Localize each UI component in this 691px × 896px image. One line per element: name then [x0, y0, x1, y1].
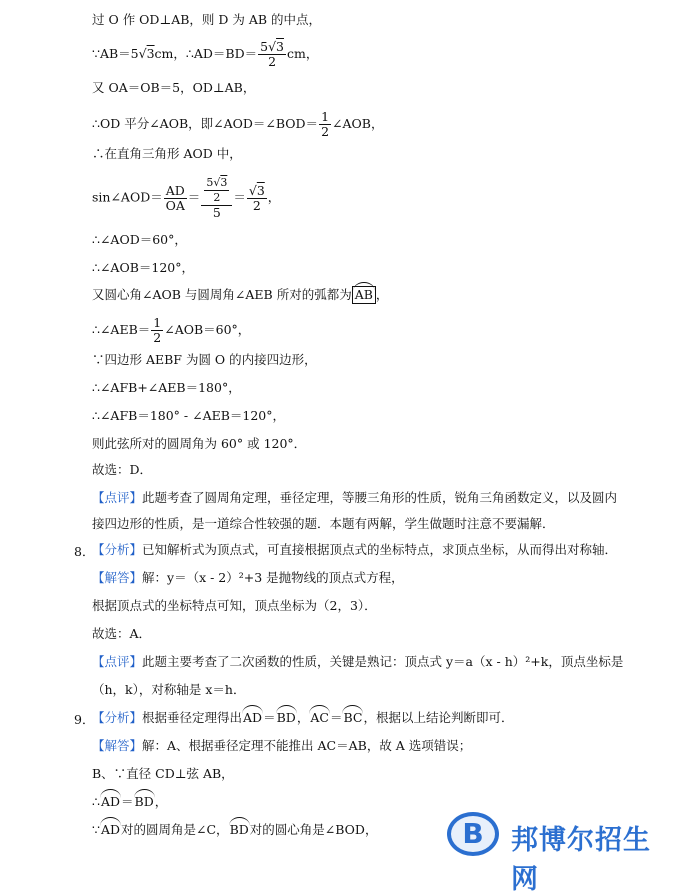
answer-line — [92, 570, 404, 586]
text-span: ∴OD 平分∠AOB，即∠AOD＝∠BOD＝ — [92, 116, 319, 131]
text-span: 根据垂径定理得出 — [142, 710, 243, 725]
text-line: 则此弦所对的圆周角为 60° 或 120°． — [92, 436, 307, 451]
text-line: ∴∠AOB＝120°， — [92, 260, 194, 275]
text-line — [92, 286, 388, 304]
text-line: 故选：A． — [92, 626, 152, 641]
text-span: 此题主要考查了二次函数的性质，关键是熟记：顶点式 y＝a（x - h）²+k，顶点坐标是 — [142, 654, 624, 669]
arc-label: AD — [243, 710, 263, 725]
text-span: ＝ — [263, 710, 276, 725]
text-span: 对的圆心角是∠BOD， — [249, 822, 378, 837]
text-span: cm， — [287, 46, 319, 61]
text-line — [92, 794, 167, 810]
analysis-tag: 【分析】 — [92, 542, 143, 557]
text-line: 根据顶点式的坐标特点可知，顶点坐标为（2，3）． — [92, 598, 377, 613]
text-line: ∴在直角三角形 AOD 中， — [92, 146, 242, 161]
text-line: （h，k），对称轴是 x＝h． — [92, 682, 246, 697]
text-line — [92, 316, 250, 345]
text-span: cm，∴AD＝BD＝ — [154, 46, 258, 61]
text-line: 故选：D． — [92, 462, 153, 477]
fraction: $\frac{AD}{OA}$ — [165, 182, 185, 213]
text-span: ， — [267, 189, 281, 205]
analysis-line — [92, 710, 513, 726]
question-number: 9． — [74, 712, 95, 727]
text-line: sin∠AOD＝ $\frac{AD}{OA}$ ＝ $\frac{\frac{5√3}{2}}{5}$ ＝ $\frac{√3}{2}$ ， — [92, 176, 281, 220]
arc-label: BD — [134, 794, 154, 809]
arc-label: AD — [100, 794, 121, 809]
arc-label: AC — [310, 710, 329, 725]
text-span: 解：A、根据垂径定理不能推出 AC＝AB，故 A 选项错误； — [142, 738, 472, 753]
text-span: ＝ — [121, 794, 134, 809]
fraction: $\frac{√3}{2}$ — [248, 182, 265, 213]
arc-label: BC — [343, 710, 363, 725]
logo-mark-icon: B — [447, 812, 499, 856]
fraction: $\frac{1}{2}$ — [153, 315, 162, 345]
arc-label: AB — [352, 286, 376, 304]
text-line: ∴∠AOD＝60°， — [92, 232, 187, 247]
text-line: ∴∠AFB+∠AEB＝180°， — [92, 380, 241, 395]
answer-tag: 【解答】 — [92, 570, 143, 585]
comment-tag: 【点评】 — [92, 654, 143, 669]
text-span: 对的圆周角是∠C， — [121, 822, 229, 837]
text-line: ∵四边形 AEBF 为圆 O 的内接四边形， — [92, 352, 317, 367]
answer-line — [92, 738, 471, 754]
text-span: 又圆心角∠AOB 与圆周角∠AEB 所对的弧都为 — [92, 287, 352, 302]
fraction: $\frac{1}{2}$ — [321, 109, 330, 139]
arc-label: BD — [229, 822, 249, 837]
text-span: ，根据以上结论判断即可． — [363, 710, 514, 725]
text-line: 又 OA＝OB＝5，OD⊥AB， — [92, 80, 256, 95]
text-span: ∵AB＝5 — [92, 46, 139, 61]
text-line: 接四边形的性质，是一道综合性较强的题．本题有两解，学生做题时注意不要漏解． — [92, 516, 555, 531]
fraction: $\frac{5√3}{2}$ — [260, 39, 284, 69]
text-span: 已知解析式为顶点式，可直接根据顶点式的坐标特点，求顶点坐标，从而得出对称轴． — [142, 542, 618, 557]
text-span: ∴∠AEB＝ — [92, 322, 151, 337]
arc-label: AD — [100, 822, 121, 837]
text-line — [92, 40, 318, 69]
fraction: $\frac{\frac{5√3}{2}}{5}$ — [201, 176, 232, 220]
text-span: ， — [296, 710, 310, 725]
analysis-tag: 【分析】 — [92, 710, 143, 725]
text-span: ， — [154, 794, 168, 809]
text-span: ∴ — [92, 794, 100, 809]
comment-line — [92, 490, 617, 506]
sqrt: √3 — [138, 46, 155, 61]
text-line: B、∵直径 CD⊥弦 AB， — [92, 766, 234, 781]
text-span: sin∠AOD＝ — [92, 189, 163, 205]
analysis-line — [92, 542, 617, 558]
text-span: ， — [375, 287, 389, 302]
text-span: ∵ — [92, 822, 100, 837]
site-logo — [447, 810, 667, 895]
text-span: ＝ — [329, 710, 343, 725]
text-line: 过 O 作 OD⊥AB，则 D 为 AB 的中点， — [92, 12, 322, 27]
comment-line — [92, 654, 623, 670]
text-line — [92, 822, 377, 838]
arc-label: BD — [276, 710, 296, 725]
text-line: ∴∠AFB＝180° - ∠AEB＝120°， — [92, 408, 286, 423]
text-line — [92, 110, 383, 139]
text-span: 此题考查了圆周角定理，垂径定理，等腰三角形的性质，锐角三角函数定义，以及圆内 — [142, 490, 618, 505]
text-span: ∠AOB＝60°， — [164, 322, 251, 337]
question-number: 8． — [74, 544, 95, 559]
text-span: ∠AOB， — [332, 116, 384, 131]
answer-tag: 【解答】 — [92, 738, 143, 753]
logo-text: 邦博尔招生网 — [511, 825, 651, 895]
text-span: 解：y＝（x - 2）²+3 是抛物线的顶点式方程， — [142, 570, 404, 585]
comment-tag: 【点评】 — [92, 490, 143, 505]
